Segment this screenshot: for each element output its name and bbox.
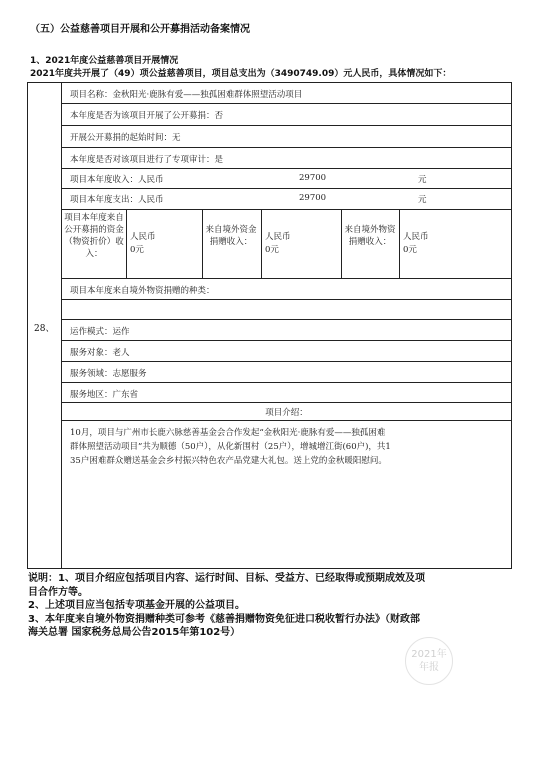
project-name: 项目名称：金秋阳光·鹿脉有爱——独孤困难群体照望活动项目 (70, 90, 303, 100)
row-goods-type (62, 279, 511, 300)
stamp-line-1: 2021年 (411, 649, 447, 660)
row-public-fundraising (62, 104, 511, 126)
foreign-currency: 人民币 (403, 232, 429, 242)
note-line-4: 3、本年度来自境外物资捐赠种类可参考《慈善捐赠物资免征进口税收暂行办法》（财政部 (28, 613, 420, 625)
mode: 运作模式：运作 (70, 327, 130, 337)
domestic-label: 来自境外资金捐赠收入： (205, 225, 257, 247)
income-label: 项目本年度收入：人民币 (70, 175, 164, 185)
notes (28, 572, 425, 640)
row-audit (62, 148, 511, 169)
row-income (62, 169, 511, 189)
intro-header: 项目介绍： (265, 408, 308, 418)
row-intro-body (62, 421, 511, 568)
income-unit: 元 (418, 175, 427, 185)
project-table (27, 82, 512, 569)
target: 服务对象：老人 (70, 348, 130, 358)
row-intro-header (62, 403, 511, 421)
note-line-2: 目合作方等。 (28, 586, 88, 598)
start-time: 开展公开募捐的起始时间：无 (70, 133, 181, 143)
row-expense (62, 189, 511, 210)
row-start-time (62, 126, 511, 148)
row-field (62, 362, 511, 383)
summary-line: 2021年度共开展了（49）项公益慈善项目，项目总支出为（3490749.09）元人民币，具体情况如下： (30, 69, 452, 79)
field: 服务领域：志愿服务 (70, 369, 147, 379)
domestic-value: 0元 (265, 245, 279, 255)
note-line-1: 说明：1、项目介绍应包括项目内容、运行时间、目标、受益方、已经取得或预期成效及项 (28, 573, 425, 584)
domestic-currency: 人民币 (265, 232, 291, 242)
expense-unit: 元 (418, 195, 427, 205)
annual-report-stamp (405, 637, 453, 685)
expense-value: 29700 (299, 193, 327, 203)
note-line-3: 2、上述项目应当包括专项基金开展的公益项目。 (28, 600, 245, 611)
note-line-5: 海关总署 国家税务总局公告2015年第102号） (28, 627, 241, 638)
section-title: （五）公益慈善项目开展和公开募捐活动备案情况 (30, 24, 250, 35)
row-target (62, 341, 511, 362)
foreign-value: 0元 (403, 245, 417, 255)
public-fundraising: 本年度是否为该项目开展了公开募捐：否 (70, 111, 224, 121)
foreign-label: 来自境外物资捐赠收入： (344, 225, 396, 247)
row-region (62, 383, 511, 403)
row-spacer (62, 300, 511, 320)
audit: 本年度是否对该项目进行了专项审计：是 (70, 155, 224, 165)
goods-type: 项目本年度来自境外物资捐赠的种类： (70, 286, 215, 296)
fund-label: 项目本年度来自公开募捐的资金（物资折价）收入： (64, 213, 124, 259)
intro-line-2: 群体照望活动项目”共为顺德（50户），从化新围村（25户），增城增江街(60户)，共1 (70, 442, 391, 452)
expense-label: 项目本年度支出：人民币 (70, 195, 164, 205)
row-index: 28、 (34, 324, 55, 334)
fund-value: 0元 (130, 245, 144, 255)
row-project-name (62, 83, 511, 104)
row-funds (62, 210, 511, 279)
subsection-title: 1、2021年度公益慈善项目开展情况 (30, 56, 179, 66)
row-mode (62, 320, 511, 341)
intro-line-1: 10月，项目与广州市长鹿六脉慈善基金会合作发起“金秋阳光·鹿脉有爱——独孤困难 (70, 428, 386, 438)
fund-currency: 人民币 (130, 232, 156, 242)
income-value: 29700 (299, 173, 327, 183)
intro-line-3: 35户困难群众赠送基金会乡村振兴特色农产品党建大礼包。送上党的金秋暖阳慰问。 (70, 456, 387, 466)
region: 服务地区：广东省 (70, 390, 139, 400)
stamp-line-2: 年报 (419, 662, 439, 673)
row-index-cell (28, 83, 62, 568)
